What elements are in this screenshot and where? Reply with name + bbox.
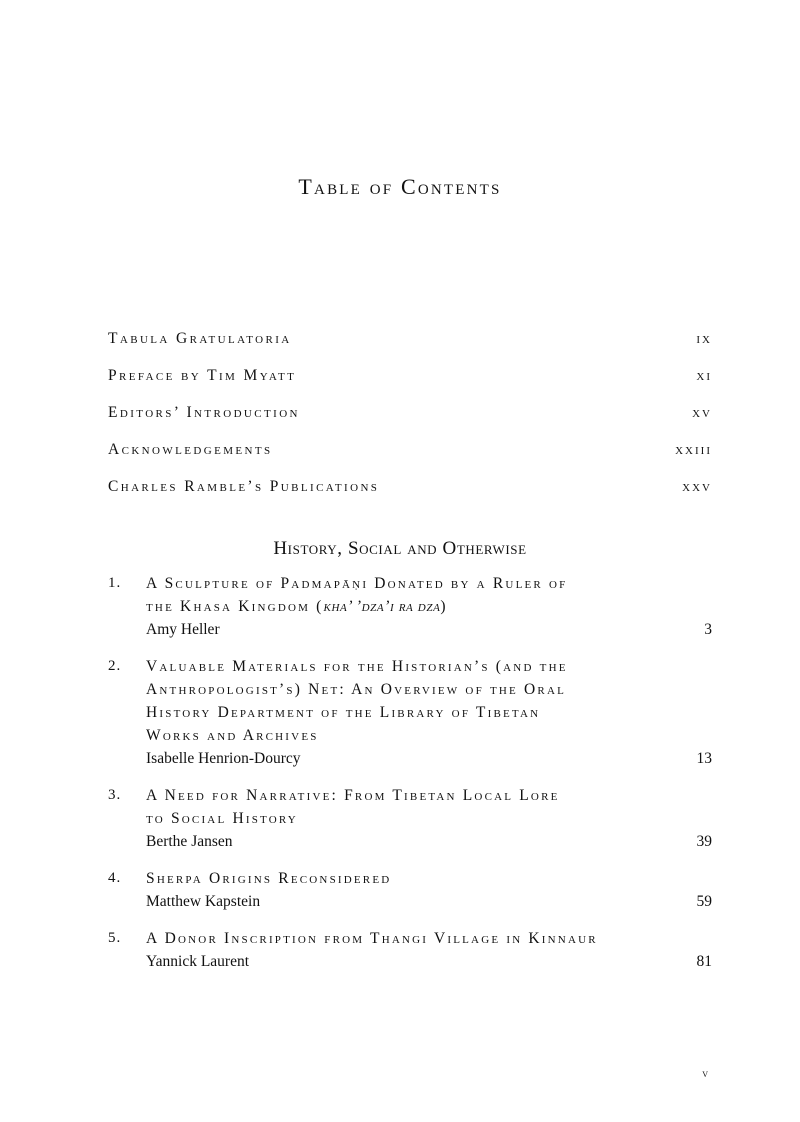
front-matter-item <box>108 478 712 515</box>
chapter-title-line <box>146 595 712 618</box>
chapter-page: 59 <box>696 893 712 910</box>
front-matter-page: xxv <box>682 478 712 495</box>
chapter-author: Yannick Laurent <box>146 953 250 970</box>
chapter-title-line: Sherpa Origins Reconsidered <box>146 870 392 887</box>
chapter-title-line: A Need for Narrative: From Tibetan Local Lore <box>146 787 560 804</box>
front-matter-page: xv <box>692 404 712 421</box>
chapter-entry <box>108 655 712 770</box>
chapter-title-line: History Department of the Library of Tibetan <box>146 704 541 721</box>
chapter-page: 13 <box>696 750 712 767</box>
front-matter-list <box>108 330 712 515</box>
chapter-entry <box>108 572 712 641</box>
chapter-number: 4. <box>108 870 122 886</box>
chapter-title-line: Valuable Materials for the Historian’s (and the <box>146 658 568 675</box>
front-matter-item <box>108 367 712 404</box>
chapter-number: 2. <box>108 658 122 674</box>
front-matter-label: Charles Ramble’s Publications <box>108 478 380 495</box>
chapter-page: 81 <box>696 953 712 970</box>
chapter-title <box>146 655 712 747</box>
front-matter-label: Editors’ Introduction <box>108 404 300 421</box>
chapter-author: Matthew Kapstein <box>146 893 261 910</box>
chapter-entry <box>108 784 712 853</box>
chapter-author: Isabelle Henrion-Dourcy <box>146 750 301 767</box>
chapter-number: 1. <box>108 575 122 591</box>
chapter-title <box>146 867 712 890</box>
front-matter-item <box>108 404 712 441</box>
chapter-author: Berthe Jansen <box>146 833 233 850</box>
chapter-page: 3 <box>704 621 712 638</box>
chapter-page: 39 <box>696 833 712 850</box>
chapter-title <box>146 927 712 950</box>
chapter-title-line: A Sculpture of Padmapāṇi Donated by a Ruler of <box>146 575 568 592</box>
chapter-title <box>146 784 712 830</box>
chapter-entry <box>108 867 712 913</box>
chapter-title-line: Anthropologist’s) Net: An Overview of the Oral <box>146 681 567 698</box>
section-heading: History, Social and Otherwise <box>273 538 527 559</box>
chapter-list <box>108 572 712 987</box>
chapter-title-line: to Social History <box>146 810 298 827</box>
front-matter-page: ix <box>696 330 712 347</box>
chapter-entry <box>108 927 712 973</box>
chapter-title-line: Works and Archives <box>146 727 319 744</box>
chapter-number: 5. <box>108 930 122 946</box>
front-matter-page: xxiii <box>675 441 712 458</box>
front-matter-label: Tabula Gratulatoria <box>108 330 292 347</box>
chapter-title <box>146 572 712 618</box>
chapter-title-tail: ) <box>440 598 448 615</box>
front-matter-label: Acknowledgements <box>108 441 273 458</box>
front-matter-item <box>108 330 712 367</box>
front-matter-item <box>108 441 712 478</box>
chapter-author: Amy Heller <box>146 621 220 638</box>
page-title: Table of Contents <box>298 174 502 199</box>
chapter-title-line: A Donor Inscription from Thangi Village in Kinnaur <box>146 930 598 947</box>
front-matter-label: Preface by Tim Myatt <box>108 367 297 384</box>
front-matter-page: xi <box>696 367 712 384</box>
page-number: v <box>702 1066 708 1080</box>
chapter-title-text: the Khasa Kingdom ( <box>146 598 324 615</box>
chapter-number: 3. <box>108 787 122 803</box>
chapter-title-italic: kha’ ’dza’i ra dza <box>323 598 441 615</box>
